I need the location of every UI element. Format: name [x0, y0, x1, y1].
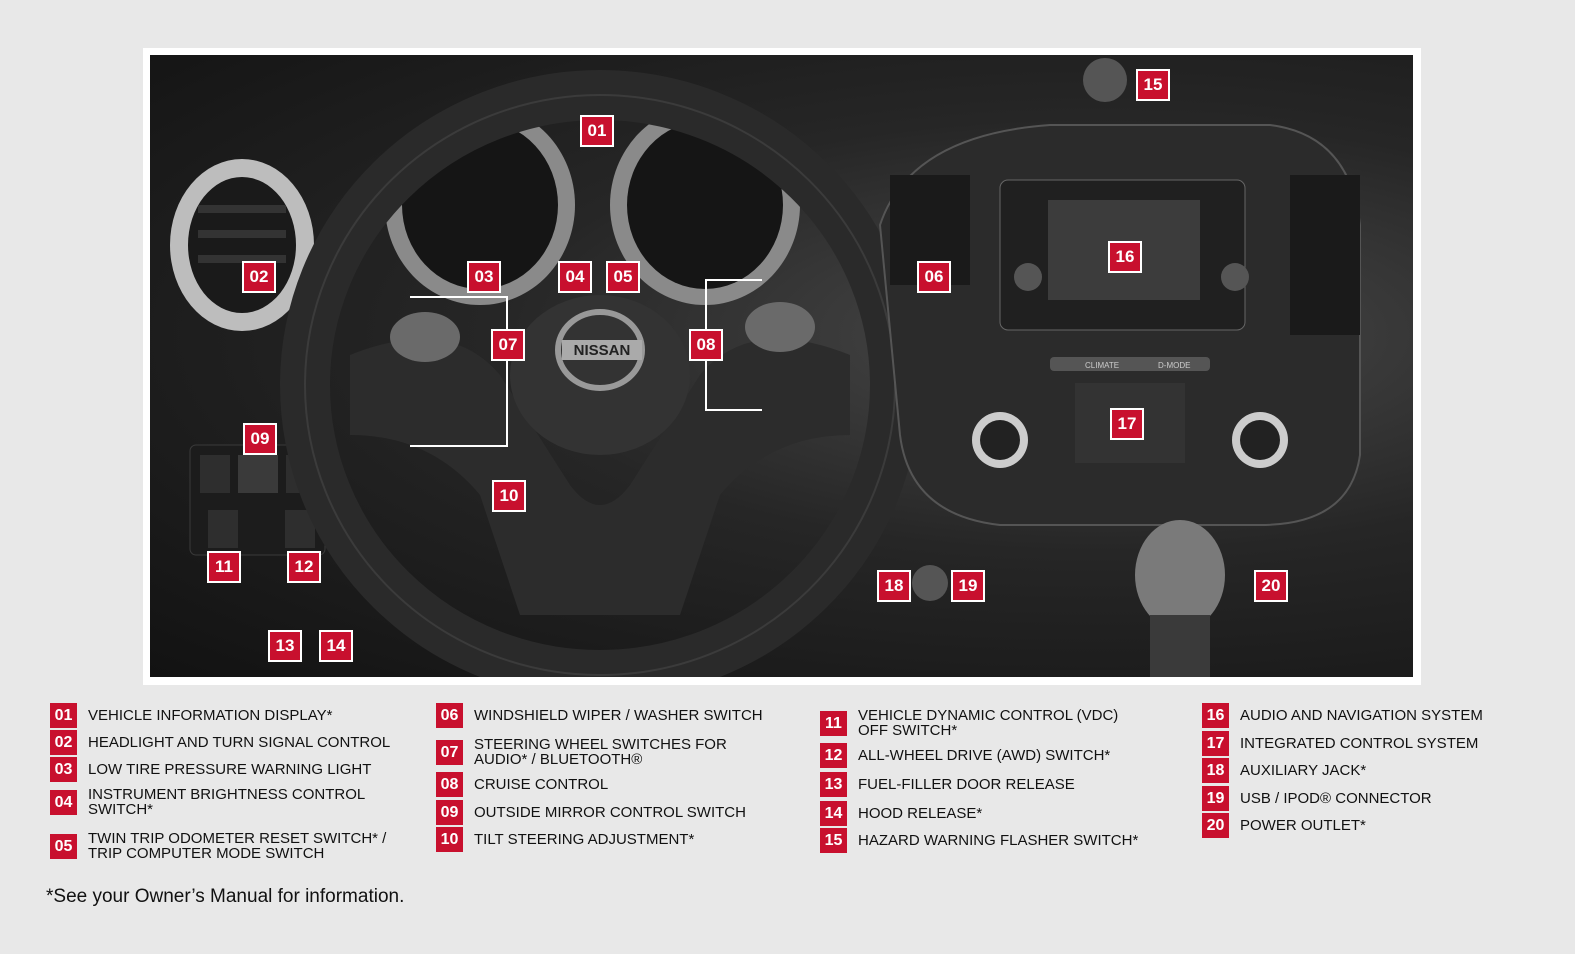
- legend-item: [820, 801, 1188, 826]
- legend: [0, 703, 1575, 868]
- climate-button-text: CLIMATE: [1085, 361, 1120, 370]
- legend-label: HAZARD WARNING FLASHER SWITCH*: [858, 832, 1139, 849]
- legend-number: 09: [436, 800, 463, 825]
- legend-number: 10: [436, 827, 463, 852]
- legend-label: FUEL-FILLER DOOR RELEASE: [858, 776, 1075, 793]
- legend-label: STEERING WHEEL SWITCHES FOR AUDIO* / BLUETOOTH®: [474, 736, 727, 768]
- legend-label: ALL-WHEEL DRIVE (AWD) SWITCH*: [858, 747, 1111, 764]
- legend-number: 16: [1202, 703, 1229, 728]
- legend-label: INSTRUMENT BRIGHTNESS CONTROL SWITCH*: [88, 786, 365, 818]
- legend-item: [436, 827, 804, 852]
- callout-badge-06: 06: [919, 263, 949, 291]
- legend-item: [50, 757, 418, 782]
- legend-number: 04: [50, 790, 77, 815]
- legend-item: [1202, 731, 1570, 756]
- legend-number: 18: [1202, 758, 1229, 783]
- legend-item: [1202, 786, 1570, 811]
- legend-number: 19: [1202, 786, 1229, 811]
- callout-badge-14: 14: [321, 632, 351, 660]
- legend-number: 11: [820, 711, 847, 736]
- legend-item: [1202, 758, 1570, 783]
- legend-label: CRUISE CONTROL: [474, 776, 609, 793]
- legend-label: TWIN TRIP ODOMETER RESET SWITCH* / TRIP COMPUTER MODE SWITCH: [88, 830, 387, 862]
- legend-label: TILT STEERING ADJUSTMENT*: [474, 831, 695, 848]
- legend-number: 12: [820, 743, 847, 768]
- legend-label: LOW TIRE PRESSURE WARNING LIGHT: [88, 761, 372, 778]
- callout-badge-02: 02: [244, 263, 274, 291]
- callout-badge-08: 08: [691, 331, 721, 359]
- callout-badge-12: 12: [289, 553, 319, 581]
- legend-label: WINDSHIELD WIPER / WASHER SWITCH: [474, 707, 763, 724]
- legend-number: 14: [820, 801, 847, 826]
- legend-number: 20: [1202, 813, 1229, 838]
- legend-number: 13: [820, 772, 847, 797]
- callout-badge-11: 11: [209, 553, 239, 581]
- callout-badge-01: 01: [582, 117, 612, 145]
- callout-badge-05: 05: [608, 263, 638, 291]
- legend-item: [50, 787, 388, 817]
- callout-line-07: [410, 296, 508, 447]
- callout-badge-18: 18: [879, 572, 909, 600]
- callout-badge-04: 04: [560, 263, 590, 291]
- legend-number: 03: [50, 757, 77, 782]
- legend-item: [1202, 703, 1570, 728]
- callout-badge-09: 09: [245, 425, 275, 453]
- callout-badge-15: 15: [1138, 71, 1168, 99]
- callout-badge-13: 13: [270, 632, 300, 660]
- legend-number: 05: [50, 834, 77, 859]
- legend-item: [820, 772, 1188, 797]
- callout-badge-03: 03: [469, 263, 499, 291]
- legend-label: AUXILIARY JACK*: [1240, 762, 1367, 779]
- legend-number: 08: [436, 772, 463, 797]
- footnote: *See your Owner’s Manual for information.: [46, 886, 405, 907]
- legend-item: [436, 772, 804, 797]
- legend-label: POWER OUTLET*: [1240, 817, 1366, 834]
- callout-badge-10: 10: [494, 482, 524, 510]
- callout-badge-20: 20: [1256, 572, 1286, 600]
- legend-label: USB / IPOD® CONNECTOR: [1240, 790, 1432, 807]
- legend-item: [820, 708, 1148, 738]
- legend-number: 02: [50, 730, 77, 755]
- legend-label: HOOD RELEASE*: [858, 805, 983, 822]
- callout-badge-16: 16: [1110, 243, 1140, 271]
- legend-item: [436, 737, 774, 767]
- dmode-button-text: D-MODE: [1158, 361, 1191, 370]
- callout-badge-07: 07: [493, 331, 523, 359]
- legend-number: 15: [820, 828, 847, 853]
- legend-item: [50, 831, 408, 861]
- callout-badge-17: 17: [1112, 410, 1142, 438]
- legend-label: VEHICLE INFORMATION DISPLAY*: [88, 707, 333, 724]
- legend-item: [50, 730, 418, 755]
- dashboard-illustration: [150, 55, 1413, 677]
- nissan-logo-text: NISSAN: [573, 342, 631, 359]
- legend-label: INTEGRATED CONTROL SYSTEM: [1240, 735, 1479, 752]
- legend-label: OUTSIDE MIRROR CONTROL SWITCH: [474, 804, 746, 821]
- legend-label: HEADLIGHT AND TURN SIGNAL CONTROL: [88, 734, 391, 751]
- dashboard-photo: [150, 55, 1413, 677]
- legend-item: [436, 703, 804, 728]
- legend-label: AUDIO AND NAVIGATION SYSTEM: [1240, 707, 1483, 724]
- legend-label: VEHICLE DYNAMIC CONTROL (VDC) OFF SWITCH*: [858, 707, 1119, 739]
- legend-number: 17: [1202, 731, 1229, 756]
- legend-number: 06: [436, 703, 463, 728]
- legend-item: [436, 800, 804, 825]
- legend-number: 01: [50, 703, 77, 728]
- callout-badge-19: 19: [953, 572, 983, 600]
- legend-number: 07: [436, 740, 463, 765]
- legend-item: [50, 703, 418, 728]
- legend-item: [820, 743, 1188, 768]
- legend-item: [1202, 813, 1570, 838]
- legend-item: [820, 828, 1188, 853]
